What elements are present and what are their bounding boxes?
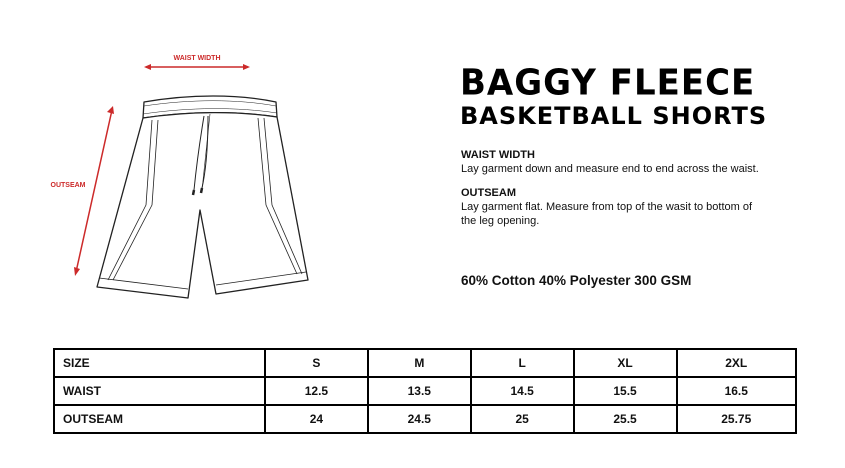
table-cell: 25.75 — [677, 405, 797, 433]
size-chart-table — [53, 348, 797, 434]
outseam-description — [461, 186, 761, 228]
table-header-cell: 2XL — [677, 349, 797, 377]
table-row — [54, 405, 796, 433]
table-cell: 14.5 — [471, 377, 574, 405]
table-cell: 13.5 — [368, 377, 471, 405]
description-heading: OUTSEAM — [461, 187, 516, 199]
waist-width-arrow — [144, 64, 250, 70]
waist-width-description — [461, 148, 761, 176]
fabric-composition: 60% Cotton 40% Polyester 300 GSM — [461, 273, 692, 288]
table-cell: 25.5 — [574, 405, 677, 433]
table-cell: 15.5 — [574, 377, 677, 405]
product-title-line1: BAGGY FLEECE — [460, 62, 756, 104]
product-title-line2: BASKETBALL SHORTS — [460, 102, 768, 130]
table-row — [54, 377, 796, 405]
shorts-outline — [97, 96, 308, 298]
waist-width-label: WAIST WIDTH — [173, 55, 221, 62]
description-heading: WAIST WIDTH — [461, 149, 535, 161]
description-text: Lay garment flat. Measure from top of the wasit to bottom of the leg opening. — [461, 201, 753, 227]
table-header-cell: L — [471, 349, 574, 377]
table-header-cell: S — [265, 349, 368, 377]
table-header-row — [54, 349, 796, 377]
table-cell: 24.5 — [368, 405, 471, 433]
table-header-cell: XL — [574, 349, 677, 377]
table-cell: 16.5 — [677, 377, 797, 405]
product-title — [460, 62, 768, 130]
table-cell: WAIST — [54, 377, 265, 405]
outseam-label: OUTSEAM — [50, 182, 86, 189]
table-cell: 24 — [265, 405, 368, 433]
table-header-cell: M — [368, 349, 471, 377]
shorts-diagram — [40, 40, 340, 310]
table-cell: OUTSEAM — [54, 405, 265, 433]
description-text: Lay garment down and measure end to end across the waist. — [461, 163, 759, 175]
table-cell: 25 — [471, 405, 574, 433]
table-cell: 12.5 — [265, 377, 368, 405]
table-header-cell: SIZE — [54, 349, 265, 377]
